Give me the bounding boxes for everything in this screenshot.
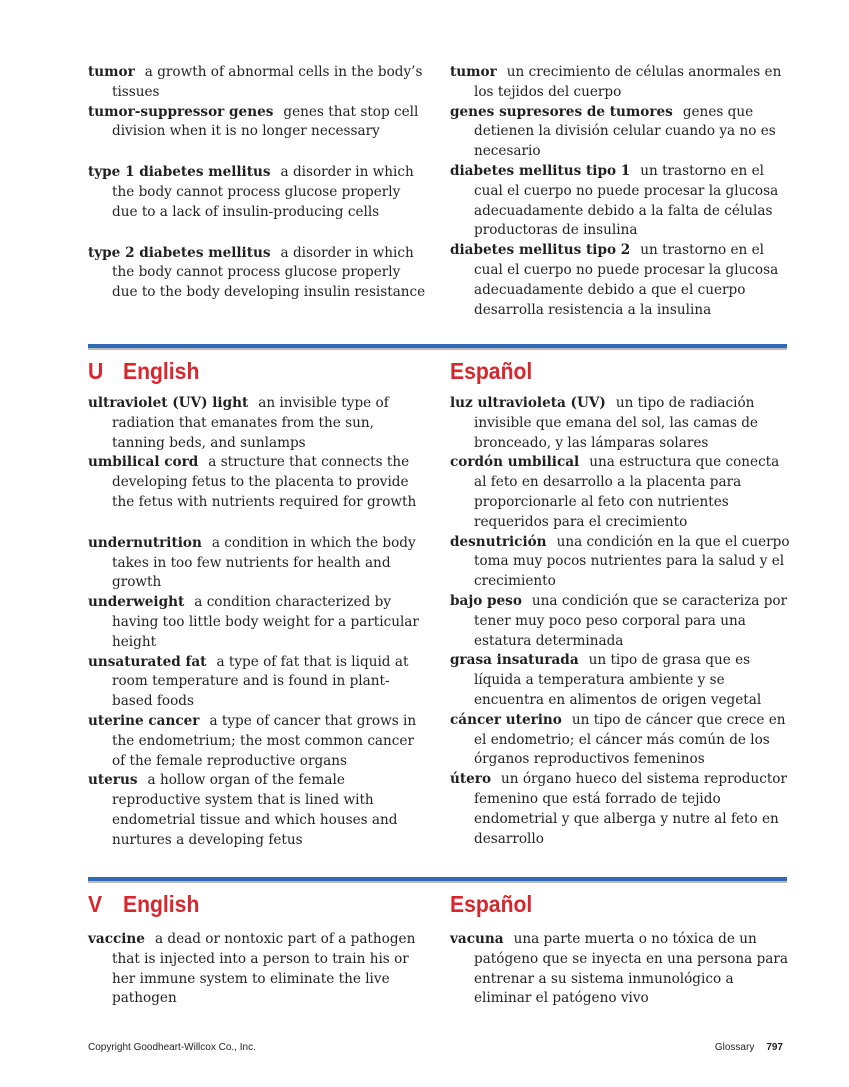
- page-footer: [715, 1042, 783, 1053]
- u-spanish-column: [450, 394, 792, 849]
- glossary-entry: luz ultravioleta (UV) un tipo de radiación invisible que emana del sol, las camas de bronceado, y las lámparas solares: [450, 395, 758, 451]
- copyright-notice: Copyright Goodheart-Willcox Co., Inc.: [88, 1042, 256, 1053]
- glossary-entry: vacuna una parte muerta o no tóxica de un patógeno que se inyecta en una persona para entrenar a su sistema inmunológico a eliminar el patógeno vivo: [450, 931, 789, 1007]
- glossary-entry: undernutrition a condition in which the body takes in too few nutrients for health and growth: [88, 534, 416, 591]
- section-divider-u: [88, 344, 787, 348]
- glossary-entry: desnutrición una condición en la que el cuerpo toma muy pocos nutrientes para la salud y el crecimiento: [450, 533, 790, 590]
- glossary-entry: vaccine a dead or nontoxic part of a pathogen that is injected into a person to train his or her immune system to eliminate the live pathogen: [88, 931, 416, 1007]
- section-letter: U: [88, 358, 104, 384]
- glossary-entry: unsaturated fat a type of fat that is liquid at room temperature and is found in plant-based foods: [88, 653, 409, 710]
- glossary-entry: diabetes mellitus tipo 2 un trastorno en el cual el cuerpo no puede procesar la glucosa adecuadamente debido a que el cuerpo desarrolla resistencia a la insulina: [450, 242, 779, 318]
- glossary-entry: uterine cancer a type of cancer that grows in the endometrium; the most common cancer of the female reproductive organs: [88, 712, 417, 769]
- t-spanish-column: [450, 63, 792, 320]
- glossary-entry: tumor un crecimiento de células anormales en los tejidos del cuerpo: [450, 64, 782, 100]
- glossary-entry: underweight a condition characterized by having too little body weight for a particular height: [88, 594, 419, 650]
- glossary-entry: grasa insaturada un tipo de grasa que es líquida a temperatura ambiente y se encuentra en alimentos de origen vegetal: [450, 652, 762, 708]
- v-spanish-column: [450, 930, 792, 1009]
- section-heading-v-english: V English: [88, 891, 200, 917]
- glossary-entry: tumor-suppressor genes genes that stop cell division when it is no longer necessary: [88, 103, 419, 140]
- glossary-entry: umbilical cord a structure that connects the developing fetus to the placenta to provide the fetus with nutrients required for growth: [88, 454, 417, 510]
- glossary-entry: diabetes mellitus tipo 1 un trastorno en el cual el cuerpo no puede procesar la glucosa adecuadamente debido a la falta de células productoras de insulina: [450, 162, 779, 239]
- v-english-column: [88, 930, 430, 1009]
- glossary-entry: cordón umbilical una estructura que conecta al feto en desarrollo a la placenta para proporcionarle al feto con nutrientes requeridos para el crecimiento: [450, 454, 780, 530]
- glossary-entry: tumor a growth of abnormal cells in the body’s tissues: [88, 64, 423, 100]
- glossary-entry: bajo peso una condición que se caracteriza por tener muy poco peso corporal para una estatura determinada: [450, 592, 788, 649]
- section-heading-v-spanish: Español: [450, 891, 533, 917]
- glossary-entry: type 1 diabetes mellitus a disorder in which the body cannot process glucose properly due to a lack of insulin-producing cells: [88, 164, 414, 220]
- section-letter: V: [88, 891, 103, 917]
- glossary-entry: type 2 diabetes mellitus a disorder in which the body cannot process glucose properly due to the body developing insulin resistance: [88, 244, 426, 301]
- glossary-entry: útero un órgano hueco del sistema reproductor femenino que está forrado de tejido endometrial y que alberga y nutre al feto en desarrollo: [450, 771, 787, 847]
- glossary-entry: genes supresores de tumores genes que detienen la división celular cuando ya no es necesario: [450, 103, 776, 160]
- glossary-entry: uterus a hollow organ of the female reproductive system that is lined with endometrial tissue and which houses and nurtures a developing fetus: [88, 772, 398, 848]
- glossary-entry: cáncer uterino un tipo de cáncer que crece en el endometrio; el cáncer más común de los órganos reproductivos femeninos: [450, 711, 786, 768]
- page-number: 797: [766, 1042, 783, 1053]
- section-heading-u-spanish: Español: [450, 358, 533, 384]
- section-name: Glossary: [714, 1042, 755, 1053]
- section-divider-v: [88, 877, 787, 881]
- t-english-column: [88, 63, 430, 303]
- u-english-column: [88, 394, 430, 851]
- glossary-entry: ultraviolet (UV) light an invisible type of radiation that emanates from the sun, tanning beds, and sunlamps: [88, 395, 389, 451]
- section-heading-u-english: U English: [88, 358, 200, 384]
